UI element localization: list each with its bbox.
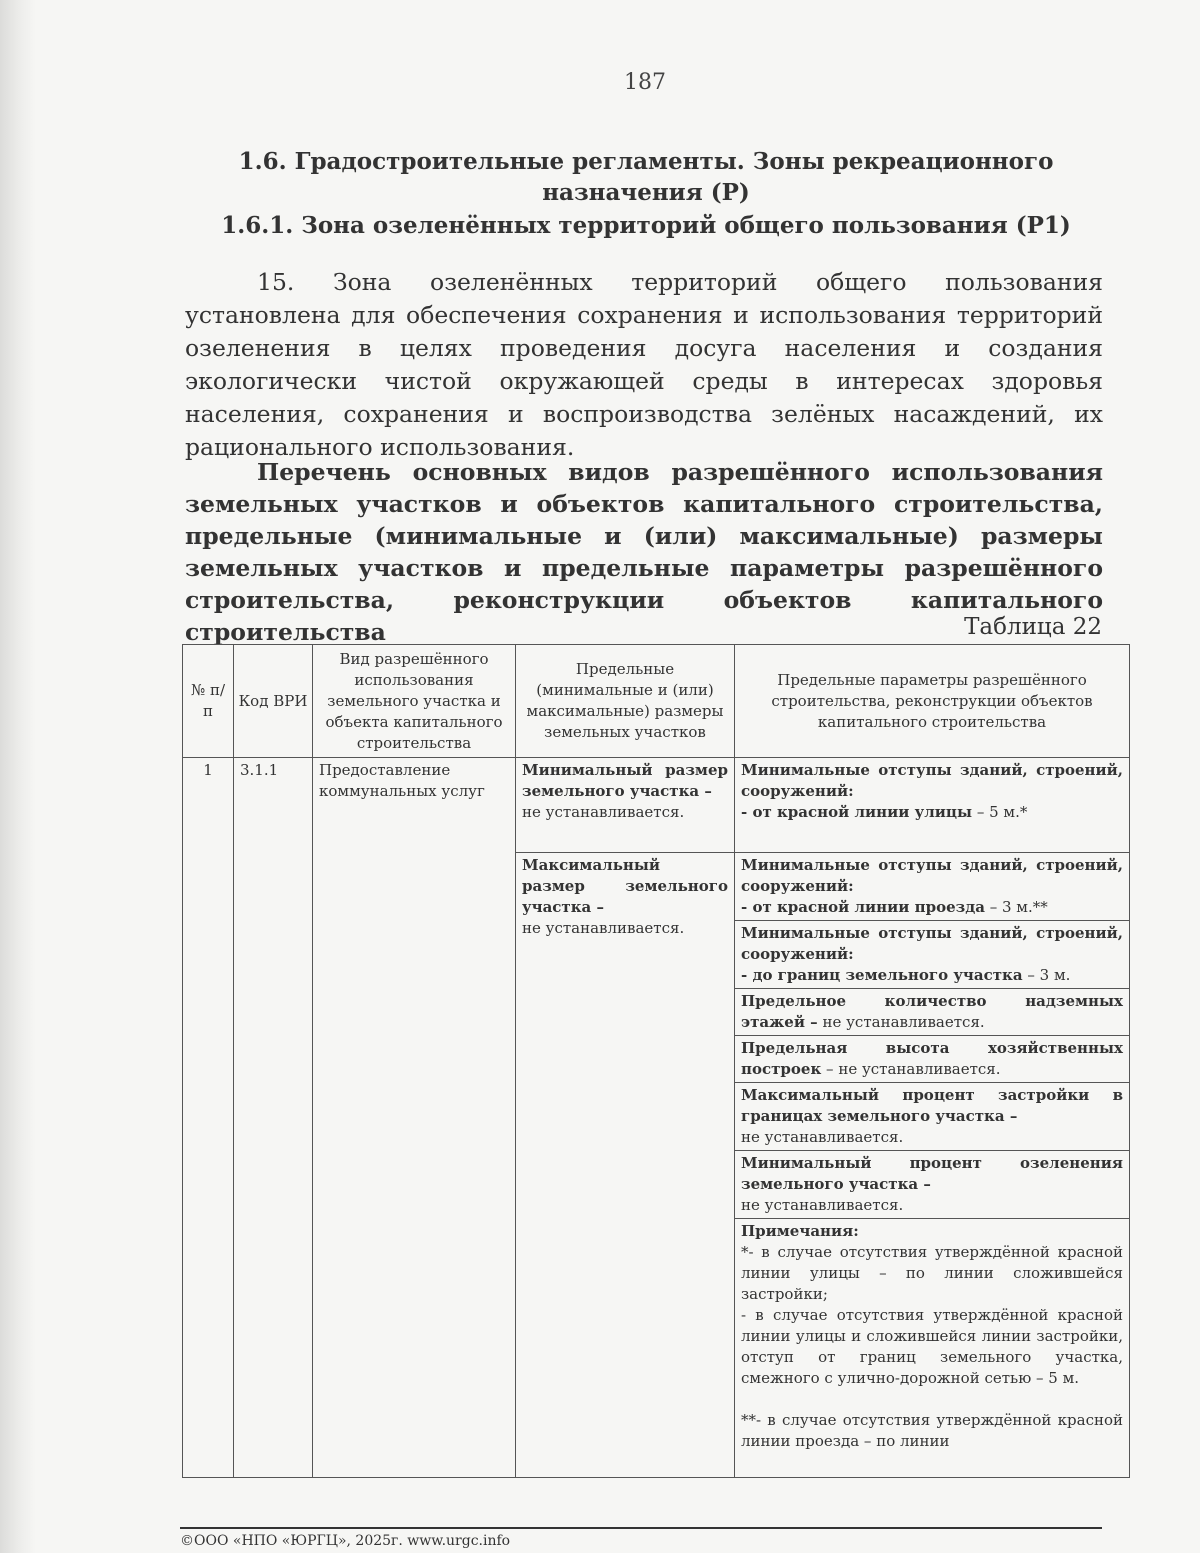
size-max-cell [516,853,735,1478]
header-num: № п/п [183,645,234,758]
param-sublabel: - от красной линии проезда [741,898,985,916]
param-cell [735,1036,1130,1083]
size-min-cell [516,758,735,853]
param-value: – 3 м. [1022,966,1071,984]
scan-edge [0,0,36,1553]
param-value: не устанавливается. [741,1196,904,1214]
size-max-value: не устанавливается. [522,919,685,937]
page-number: 187 [624,70,666,95]
header-type: Вид разрешённого использования земельного участка и объекта капитального строительства [313,645,516,758]
param-label: Предельная высота хозяйственных построек [741,1039,1123,1078]
section-heading: 1.6. Градостроительные регламенты. Зоны рекреационного назначения (Р) [238,148,1054,206]
param-label: Минимальные отступы зданий, строений, сооружений: [741,856,1123,895]
notes-text-3: **- в случае отсутствия утверждённой красной линии проезда – по линии [741,1411,1123,1450]
notes-text-2: - в случае отсутствия утверждённой красной линии улицы и сложившейся линии застройки, отступ от границ земельного участка, смежного с улично-дорожной сетью – 5 м. [741,1306,1123,1387]
notes-title: Примечания: [741,1222,859,1240]
header-sizes: Предельные (минимальные и (или) максимальные) размеры земельных участков [516,645,735,758]
notes-cell [735,1219,1130,1478]
header-code: Код ВРИ [234,645,313,758]
subsection-heading: 1.6.1. Зона озеленённых территорий общего пользования (Р1) [221,212,1071,239]
param-label: Максимальный процент застройки в границах земельного участка – [741,1086,1123,1125]
notes-text-1: *- в случае отсутствия утверждённой красной линии улицы – по линии сложившейся застройки; [741,1243,1123,1303]
table-caption: Таблица 22 [964,614,1102,640]
param-sublabel: - до границ земельного участка [741,966,1023,984]
param-value: – не устанавливается. [821,1060,1001,1078]
footer-divider [180,1527,1102,1529]
size-min-label: Минимальный размер земельного участка – [522,761,728,800]
list-title: Перечень основных видов разрешённого использования земельных участков и объектов капитального строительства, предельные (минимальные и (или) максимальные) размеры земельных участков и предельные параметры разрешённого строительства, реконструкции объектов капитального строительства [185,458,1103,646]
param-value: – 3 м.** [984,898,1048,916]
table-row [183,758,1130,853]
size-min-value: не устанавливается. [522,803,685,821]
param-cell [735,989,1130,1036]
param-cell [735,1083,1130,1151]
param-label: Минимальный процент озеленения земельного участка – [741,1154,1123,1193]
table-header-row [183,645,1130,758]
param-cell [735,1151,1130,1219]
regulations-table [182,644,1130,1478]
row-num: 1 [183,758,234,1478]
size-max-label: Максимальный размер земельного участка – [522,856,728,916]
row-code: 3.1.1 [234,758,313,1478]
param-cell [735,758,1130,853]
param-value: не устанавливается. [741,1128,904,1146]
param-label: Минимальные отступы зданий, строений, сооружений: [741,924,1123,963]
param-label: Предельное количество надземных этажей – [741,992,1123,1031]
zone-description: 15. Зона озеленённых территорий общего пользования установлена для обеспечения сохранения и использования территорий озеленения в целях проведения досуга населения и создания экологически чистой окружающей среды в интересах здоровья населения, сохранения и воспроизводства зелёных насаждений, их рационального использования. [185,268,1103,461]
param-cell [735,853,1130,921]
row-type: Предоставление коммунальных услуг [313,758,516,1478]
param-cell [735,921,1130,989]
param-sublabel: - от красной линии улицы [741,803,973,821]
param-value: – 5 м.* [972,803,1028,821]
param-value: не устанавливается. [817,1013,985,1031]
footer-copyright: ©ООО «НПО «ЮРГЦ», 2025г. www.urgc.info [180,1533,511,1549]
header-params: Предельные параметры разрешённого строительства, реконструкции объектов капитального строительства [735,645,1130,758]
param-label: Минимальные отступы зданий, строений, сооружений: [741,761,1123,800]
